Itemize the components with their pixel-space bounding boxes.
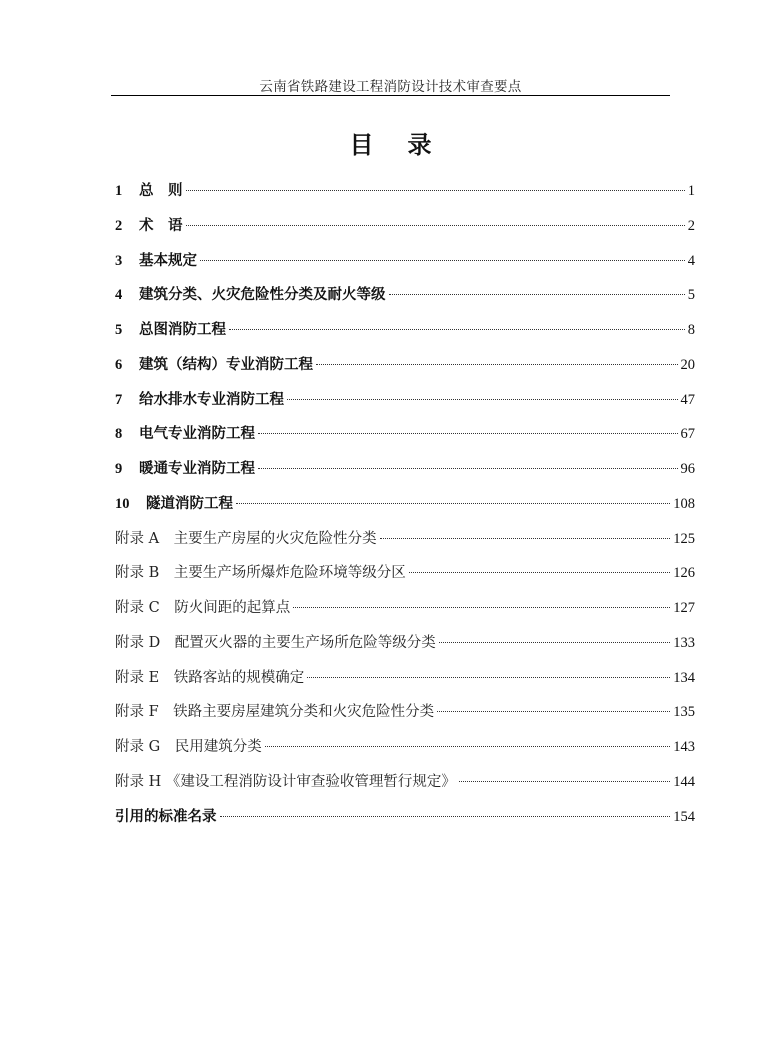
toc-dot-leader <box>200 260 685 261</box>
toc-dot-leader <box>380 538 671 539</box>
toc-entry-label: 总 则 <box>139 183 183 199</box>
toc-entry-label: 建筑（结构）专业消防工程 <box>139 356 313 373</box>
toc-entry-chapter-6[interactable] <box>115 352 695 387</box>
toc-entry-page: 108 <box>673 495 695 512</box>
toc-entry-number: 10 <box>115 495 130 512</box>
toc-entry-page: 126 <box>673 565 695 582</box>
toc-dot-leader <box>459 781 670 782</box>
toc-entry-number: 6 <box>115 356 123 373</box>
toc-dot-leader <box>236 503 670 504</box>
toc-entry-chapter-2[interactable] <box>115 213 695 248</box>
toc-entry-page: 144 <box>673 773 695 790</box>
toc-entry-number: 4 <box>115 287 123 304</box>
toc-entry-page: 67 <box>680 426 695 443</box>
toc-entry-references[interactable] <box>115 804 695 839</box>
toc-dot-leader <box>265 746 671 747</box>
toc-dot-leader <box>293 607 670 608</box>
toc-entry-number: 2 <box>115 217 123 234</box>
toc-entry-label: 附录 F 铁路主要房屋建筑分类和火灾危险性分类 <box>115 704 435 721</box>
toc-entry-chapter-1[interactable] <box>115 178 695 213</box>
toc-entry-label: 引用的标准名录 <box>115 808 217 825</box>
toc-entry-number: 9 <box>115 461 123 477</box>
toc-entry-label: 附录 H 《建设工程消防设计审查验收管理暂行规定》 <box>115 773 456 790</box>
toc-entry-appendix-h[interactable] <box>115 769 695 804</box>
toc-entry-page: 47 <box>680 391 695 408</box>
toc-dot-leader <box>186 190 685 191</box>
toc-dot-leader <box>316 364 678 365</box>
toc-entry-appendix-a[interactable] <box>115 526 695 561</box>
toc-entry-page: 1 <box>687 183 695 199</box>
toc-entry-page: 154 <box>673 808 695 825</box>
toc-entry-label: 附录 G 民用建筑分类 <box>115 739 262 755</box>
toc-entry-page: 127 <box>673 600 695 616</box>
toc-entry-page: 4 <box>687 252 695 269</box>
toc-entry-chapter-4[interactable] <box>115 282 695 317</box>
toc-entry-appendix-b[interactable] <box>115 560 695 595</box>
toc-dot-leader <box>220 816 671 817</box>
toc-entry-label: 总图消防工程 <box>139 322 226 338</box>
toc-entry-label: 附录 A 主要生产房屋的火灾危险性分类 <box>115 530 377 547</box>
toc-title: 目录 <box>349 130 466 159</box>
toc-entry-appendix-d[interactable] <box>115 630 695 665</box>
toc-entry-label: 电气专业消防工程 <box>139 426 255 443</box>
header-divider <box>111 95 670 96</box>
toc-entry-chapter-5[interactable] <box>115 317 695 352</box>
toc-entry-chapter-9[interactable] <box>115 456 695 491</box>
toc-dot-leader <box>307 677 670 678</box>
toc-dot-leader <box>258 468 678 469</box>
toc-entry-appendix-f[interactable] <box>115 699 695 734</box>
toc-entry-label: 附录 C 防火间距的起算点 <box>115 600 291 616</box>
toc-entry-page: 125 <box>673 530 695 547</box>
toc-dot-leader <box>287 399 678 400</box>
toc-dot-leader <box>258 433 678 434</box>
toc-dot-leader <box>439 642 671 643</box>
toc-entry-number: 8 <box>115 426 123 443</box>
toc-entry-page: 20 <box>680 356 695 373</box>
toc-entry-label: 术 语 <box>139 217 183 234</box>
toc-entry-label: 附录 B 主要生产场所爆炸危险环境等级分区 <box>115 565 406 582</box>
toc-dot-leader <box>409 572 670 573</box>
toc-entry-chapter-3[interactable] <box>115 248 695 283</box>
toc-entry-label: 附录 D 配置灭火器的主要生产场所危险等级分类 <box>115 634 436 651</box>
toc-entry-label: 暖通专业消防工程 <box>139 461 255 477</box>
toc-dot-leader <box>437 711 670 712</box>
toc-dot-leader <box>186 225 685 226</box>
toc-entry-chapter-8[interactable] <box>115 421 695 456</box>
toc-entry-number: 7 <box>115 391 123 408</box>
toc-entry-page: 2 <box>687 217 695 234</box>
toc-entry-label: 附录 E 铁路客站的规模确定 <box>115 669 305 686</box>
toc-entry-number: 1 <box>115 183 123 199</box>
toc-entry-appendix-e[interactable] <box>115 665 695 700</box>
toc-dot-leader <box>229 329 685 330</box>
toc-list <box>115 178 695 838</box>
toc-entry-label: 基本规定 <box>139 252 197 269</box>
toc-entry-appendix-g[interactable] <box>115 734 695 769</box>
toc-entry-number: 5 <box>115 322 123 338</box>
running-header-title: 云南省铁路建设工程消防设计技术审查要点 <box>259 79 522 95</box>
toc-entry-label: 给水排水专业消防工程 <box>139 391 284 408</box>
toc-entry-appendix-c[interactable] <box>115 595 695 630</box>
toc-dot-leader <box>389 294 685 295</box>
toc-entry-page: 5 <box>687 287 695 304</box>
toc-entry-page: 134 <box>673 669 695 686</box>
toc-entry-page: 96 <box>680 461 695 477</box>
toc-entry-chapter-7[interactable] <box>115 387 695 422</box>
toc-entry-label: 隧道消防工程 <box>146 495 233 512</box>
toc-entry-number: 3 <box>115 252 123 269</box>
toc-entry-page: 133 <box>673 634 695 651</box>
toc-entry-page: 8 <box>687 322 695 338</box>
toc-entry-chapter-10[interactable] <box>115 491 695 526</box>
toc-entry-page: 135 <box>673 704 695 721</box>
toc-entry-page: 143 <box>673 739 695 755</box>
toc-entry-label: 建筑分类、火灾危险性分类及耐火等级 <box>139 287 386 304</box>
